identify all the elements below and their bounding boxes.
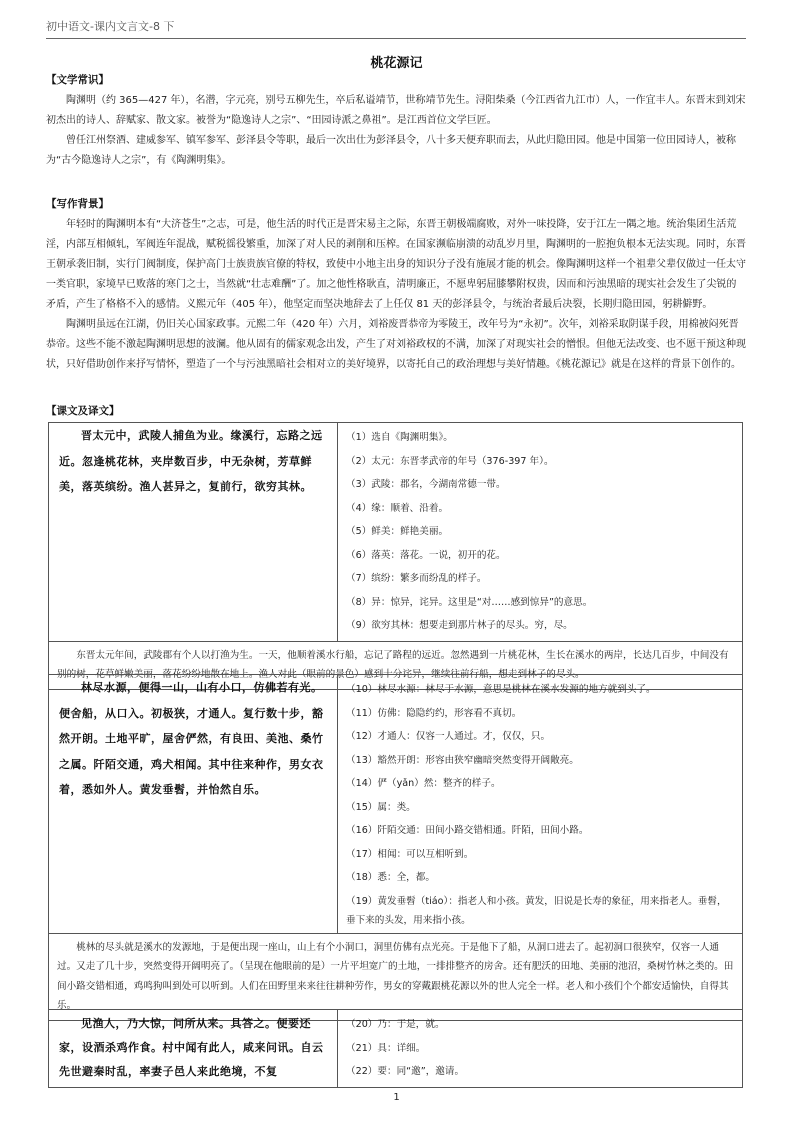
annotation: （1）选自《陶渊明集》。: [346, 432, 453, 443]
annotation: （5）鲜美：鲜艳美丽。: [346, 526, 449, 537]
literary-knowledge-section: [46, 72, 746, 171]
annotation: （15）属：类。: [346, 801, 416, 813]
translation: 桃林的尽头就是溪水的发源地，于是便出现一座山，山上有个小洞口，洞里仿佛有点光亮。于是他下了船，从洞口进去了。起初洞口很狭窄，仅容一人通过。又走了几十步，突然变得开阔明亮了。（呈现在他眼前的是）一片平坦宽广的土地，一排排整齐的房舍。还有肥沃的田地、美丽的池沼，桑树竹林之类的。田间小路交错相通，鸡鸣狗叫到处可以听到。人们在田野里来来往往耕种劳作，男女的穿戴跟桃花源以外的世人完全一样。老人和小孩们个个都安适愉快，自得其乐。: [49, 933, 743, 1020]
annotation: （19）黄发垂髫（tiáo）：指老人和小孩。黄发，旧说是长寿的象征，用来指老人。垂髫，垂下来的头发，用来指小孩。: [346, 895, 727, 926]
literary-paragraph: 曾任江州祭酒、建威参军、镇军参军、彭泽县令等职，最后一次出仕为彭泽县令，八十多天便弃职而去，从此归隐田园。他是中国第一位田园诗人，被称为“古今隐逸诗人之宗”，有《陶渊明集》。: [46, 135, 736, 166]
annotation: （17）相闻：可以互相听到。: [346, 848, 474, 860]
annotation: （4）缘：顺着、沿着。: [346, 502, 449, 514]
annotation: （21）具：详细。: [346, 1042, 426, 1054]
document-title: 桃花源记: [370, 56, 423, 71]
annotation: （9）欲穷其林：想要走到那片林子的尽头。穷，尽。: [346, 620, 573, 631]
lesson-label: 【课文及译文】: [46, 405, 120, 417]
original-text: 林尽水源，便得一山，山有小口，仿佛若有光。便舍船，从口入。初极狭，才通人。复行数十步，豁然开朗。土地平旷，屋舍俨然，有良田、美池、桑竹之属。阡陌交通，鸡犬相闻。其中往来种作，男女衣着，悉如外人。黄发垂髫，并怡然自乐。: [49, 675, 338, 934]
literary-paragraph: 陶渊明（约 365—427 年），名潜，字元亮，别号五柳先生，卒后私谥靖节，世称靖节先生。浔阳柴桑（今江西省九江市）人，一作宜丰人。东晋末到刘宋初杰出的诗人、辞赋家、散文家。被誉为“隐逸诗人之宗”、“田园诗派之鼻祖”。是江西首位文学巨匠。: [46, 95, 746, 126]
lesson-section: [46, 403, 746, 422]
lesson-block-3: [48, 1009, 743, 1088]
annotation: （13）豁然开朗：形容由狭窄幽暗突然变得开阔敞亮。: [346, 754, 579, 766]
original-text: 见渔人，乃大惊，问所从来。具答之。便要还家，设酒杀鸡作食。村中闻有此人，咸来问讯。自云先世避秦时乱，率妻子邑人来此绝境，不复: [49, 1010, 338, 1088]
annotation: （12）才通人：仅容一人通过。才，仅仅，只。: [346, 731, 551, 742]
background-label: 【写作背景】: [46, 198, 109, 210]
annotations: [338, 675, 743, 934]
running-title: 初中语文-课内文言文-8 下: [46, 20, 175, 33]
annotation: （3）武陵：郡名，今湖南常德一带。: [346, 479, 506, 490]
background-section: [46, 196, 746, 375]
annotation: （2）太元：东晋孝武帝的年号（376-397 年）。: [346, 455, 554, 467]
running-header: [46, 18, 746, 39]
literary-knowledge-label: 【文学常识】: [46, 74, 109, 86]
background-paragraph: 年轻时的陶渊明本有“大济苍生”之志，可是，他生活的时代正是晋宋易主之际，东晋王朝极端腐败，对外一味投降，安于江左一隅之地。统治集团生活荒淫，内部互相倾轧，军阀连年混战，赋税徭役繁重，加深了对人民的剥削和压榨。在国家濒临崩溃的动乱岁月里，陶渊明的一腔抱负根本无法实现。同时，东晋王朝承袭旧制，实行门阀制度，保护高门士族贵族官僚的特权，致使中小地主出身的知识分子没有施展才能的机会。像陶渊明这样一个祖辈父辈仅做过一任太守一类官职，家境早已败落的寒门之士，当然就“壮志难酬”了。加之他性格耿直，清明廉正，不愿卑躬屈膝攀附权贵，因而和污浊黑暗的现实社会发生了尖锐的矛盾，产生了格格不入的感情。义熙元年（405 年），他坚定而坚决地辞去了上任仅 81 天的彭泽县令，与统治者最后决裂，长期归隐田园，躬耕僻野。: [46, 219, 746, 310]
annotation: （20）乃：于是，就。: [346, 1019, 445, 1030]
annotation: （18）悉：全，都。: [346, 872, 435, 883]
translation: 东晋太元年间，武陵郡有个人以打渔为生。一天，他顺着溪水行船，忘记了路程的远近。忽然遇到一片桃花林，生长在溪水的两岸，长达几百步，中间没有别的树，花草鲜嫩美丽，落花纷纷地散在地上。渔人对此（眼前的景色）感到十分诧异，继续往前行船，想走到林子的尽头。: [49, 641, 743, 689]
annotation: （11）仿佛：隐隐约约，形容看不真切。: [346, 707, 522, 719]
annotation: （22）要：同“邀”，邀请。: [346, 1066, 465, 1077]
annotation: （10）林尽水源：林尽于水源，意思是桃林在溪水发源的地方就到头了。: [346, 684, 656, 695]
annotation: （6）落英：落花。一说，初开的花。: [346, 549, 506, 561]
annotation: （16）阡陌交通：田间小路交错相通。阡陌，田间小路。: [346, 825, 589, 836]
lesson-block-2: [48, 674, 743, 1021]
annotation: （7）缤纷：繁多而纷乱的样子。: [346, 573, 487, 584]
annotations: [338, 1010, 743, 1088]
annotation: （8）异：惊异，诧异。这里是“对……感到惊异”的意思。: [346, 596, 593, 608]
background-paragraph: 陶渊明虽远在江湖，仍旧关心国家政事。元熙二年（420 年）六月，刘裕废晋恭帝为零陵王，改年号为“永初”。次年，刘裕采取阴谋手段，用棉被闷死晋恭帝。这些不能不激起陶渊明思想的波澜。他从固有的儒家观念出发，产生了对刘裕政权的不满，加深了对现实社会的憎恨。但他无法改变、也不愿干预这种现状，只好借助创作来抒写情怀，塑造了一个与污浊黑暗社会相对立的美好境界，以寄托自己的政治理想与美好情趣。《桃花源记》就是在这样的背景下创作的。: [46, 319, 746, 370]
page-number: 1: [393, 1092, 400, 1103]
lesson-block-1: [48, 422, 743, 690]
original-text: 晋太元中，武陵人捕鱼为业。缘溪行，忘路之远近。忽逢桃花林，夹岸数百步，中无杂树，芳草鲜美，落英缤纷。渔人甚异之，复前行，欲穷其林。: [49, 423, 338, 642]
annotation: （14）俨（yǎn）然：整齐的样子。: [346, 778, 501, 789]
annotations: [338, 423, 743, 642]
